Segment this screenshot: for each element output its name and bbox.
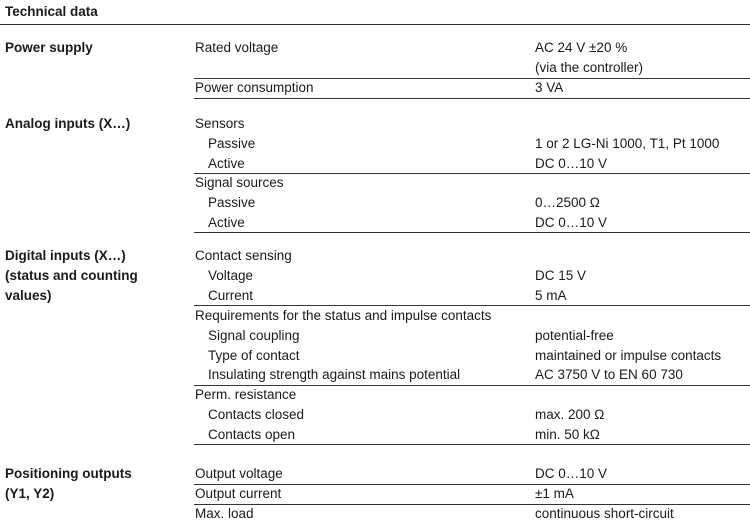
spec-value: 3 VA: [535, 80, 564, 95]
row-divider: [194, 98, 750, 99]
spec-label: Passive: [208, 194, 256, 210]
section-heading: Power supply: [5, 40, 93, 55]
spec-value: 0…2500 Ω: [535, 194, 600, 210]
spec-value: DC 0…10 V: [535, 466, 608, 481]
spec-label: Requirements for the status and impulse contacts: [195, 308, 492, 323]
spec-label: Passive: [208, 135, 256, 151]
spec-value: maintained or impulse contacts: [535, 347, 722, 363]
spec-label: Current: [208, 287, 254, 303]
section-heading: Positioning outputs (Y1, Y2): [5, 466, 132, 501]
page-title: Technical data: [5, 4, 98, 19]
spec-label: Max. load: [195, 506, 254, 521]
spec-label: Insulating strength against mains potential: [208, 367, 461, 383]
spec-label: Active: [208, 155, 245, 171]
spec-label: Type of contact: [208, 347, 300, 363]
spec-label: Perm. resistance: [195, 387, 297, 402]
row-divider: [194, 444, 750, 445]
spec-label: Output voltage: [195, 466, 283, 481]
row-divider: [194, 232, 750, 233]
spec-label: Output current: [195, 486, 282, 501]
spec-value: DC 15 V: [535, 267, 587, 283]
spec-value: 1 or 2 LG-Ni 1000, T1, Pt 1000: [535, 135, 720, 151]
spec-value: DC 0…10 V: [535, 155, 608, 171]
spec-label: Sensors: [195, 116, 245, 131]
spec-label: Signal sources: [195, 175, 284, 190]
spec-value: DC 0…10 V: [535, 214, 608, 230]
spec-value: max. 200 Ω: [535, 406, 605, 422]
section-heading: Digital inputs (X…) (status and counting values): [5, 248, 138, 303]
spec-value: 5 mA: [535, 287, 567, 303]
spec-value: (via the controller): [535, 59, 644, 75]
section-heading: Analog inputs (X…): [5, 116, 131, 131]
spec-label: Contact sensing: [195, 248, 292, 263]
spec-label: Power consumption: [195, 80, 314, 95]
spec-label: Rated voltage: [195, 40, 279, 55]
spec-value: potential-free: [535, 327, 614, 343]
spec-label: Contacts closed: [208, 406, 305, 422]
spec-value: min. 50 kΩ: [535, 426, 600, 442]
spec-value: AC 3750 V to EN 60 730: [535, 367, 683, 383]
spec-label: Signal coupling: [208, 327, 300, 343]
spec-value: ±1 mA: [535, 486, 574, 501]
spec-value: AC 24 V ±20 %: [535, 40, 628, 55]
spec-label: Contacts open: [208, 426, 296, 442]
spec-label: Voltage: [208, 267, 254, 283]
title-divider: [0, 24, 750, 25]
spec-label: Active: [208, 214, 245, 230]
spec-value: continuous short-circuit: [535, 506, 674, 521]
